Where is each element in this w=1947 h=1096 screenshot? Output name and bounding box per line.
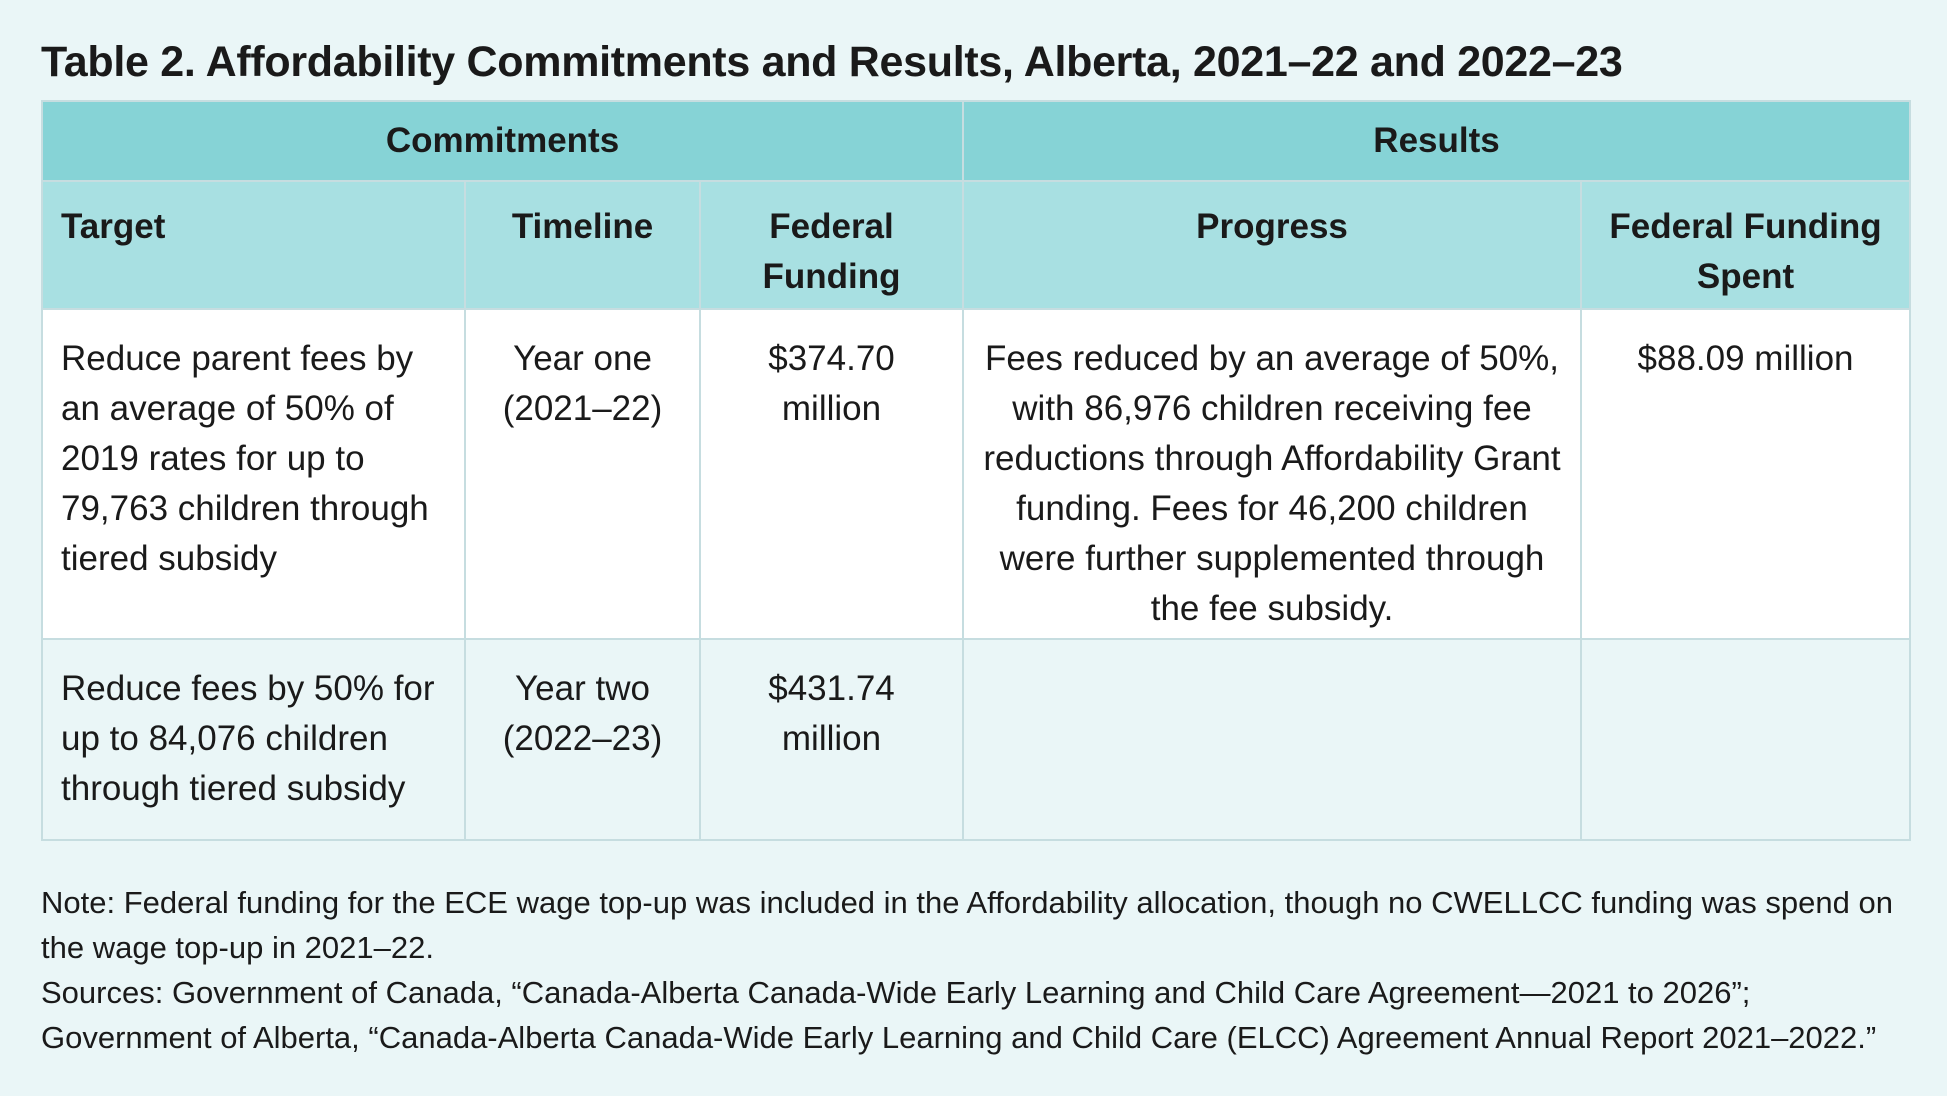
affordability-table [41, 100, 1911, 841]
cell-federal-funding-spent: $88.09 million [1581, 309, 1910, 639]
sources-text: Sources: Government of Canada, “Canada-Alberta Canada-Wide Early Learning and Child Care Agreement—2021 to 2026”; Government of Alberta, “Canada-Alberta Canada-Wide Early Learning and Child Care (ELCC) Agreement Annual Report 2021–2022.” [41, 975, 1877, 1055]
table-notes [41, 880, 1921, 1060]
cell-target: Reduce fees by 50% for up to 84,076 children through tiered subsidy [42, 639, 465, 840]
column-header-row [42, 181, 1910, 309]
cell-federal-funding-spent [1581, 639, 1910, 840]
column-header-progress: Progress [963, 181, 1581, 309]
cell-progress: Fees reduced by an average of 50%, with 86,976 children receiving fee reductions through Affordability Grant funding. Fees for 46,200 children were further supplemented through the fee subsidy. [963, 309, 1581, 639]
column-header-federal-funding-spent: Federal Funding Spent [1581, 181, 1910, 309]
cell-target: Reduce parent fees by an average of 50% of 2019 rates for up to 79,763 children through tiered subsidy [42, 309, 465, 639]
cell-federal-funding: $374.70 million [700, 309, 963, 639]
column-header-target: Target [42, 181, 465, 309]
group-header-commitments: Commitments [42, 101, 963, 181]
note-text: Note: Federal funding for the ECE wage top-up was included in the Affordability allocation, though no CWELLCC funding was spend on the wage top-up in 2021–22. [41, 885, 1893, 965]
cell-federal-funding: $431.74 million [700, 639, 963, 840]
table-row [42, 639, 1910, 840]
column-header-timeline: Timeline [465, 181, 700, 309]
cell-timeline: Year one (2021–22) [465, 309, 700, 639]
table-title: Table 2. Affordability Commitments and Results, Alberta, 2021–22 and 2022–23 [41, 38, 1623, 86]
group-header-results: Results [963, 101, 1910, 181]
column-header-federal-funding: Federal Funding [700, 181, 963, 309]
cell-timeline: Year two (2022–23) [465, 639, 700, 840]
cell-progress [963, 639, 1581, 840]
table-row [42, 309, 1910, 639]
group-header-row [42, 101, 1910, 181]
